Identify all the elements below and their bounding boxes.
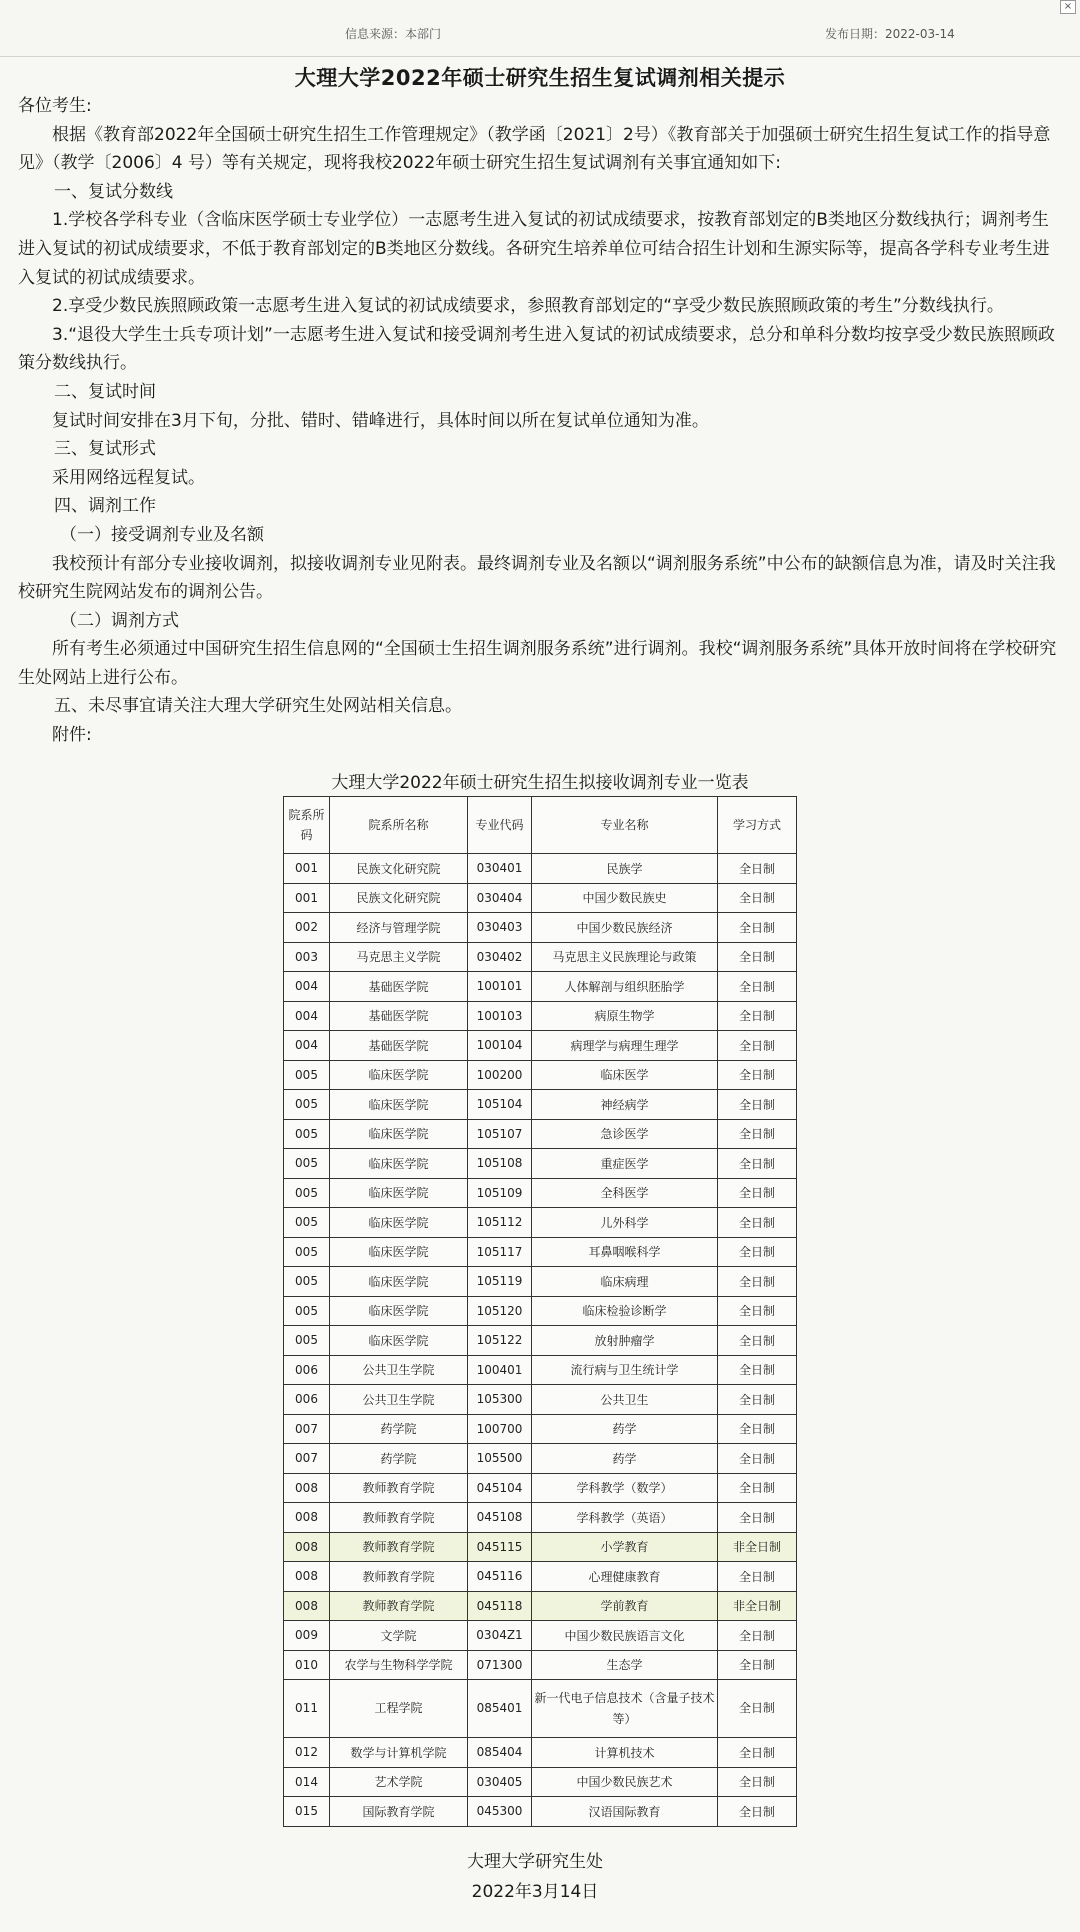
study-mode: 全日制 <box>718 972 797 1002</box>
dept-name: 临床医学院 <box>330 1237 468 1267</box>
table-row <box>284 1149 797 1179</box>
major-name: 全科医学 <box>532 1178 718 1208</box>
major-code: 071300 <box>468 1650 532 1680</box>
study-mode: 全日制 <box>718 1562 797 1592</box>
dept-name: 基础医学院 <box>330 972 468 1002</box>
major-code: 085401 <box>468 1680 532 1738</box>
dept-code: 007 <box>284 1444 330 1474</box>
major-name: 急诊医学 <box>532 1119 718 1149</box>
table-row <box>284 1119 797 1149</box>
paragraph: 1.学校各学科专业（含临床医学硕士专业学位）一志愿考生进入复试的初试成绩要求，按教育部划定的B类地区分数线执行；调剂考生进入复试的初试成绩要求，不低于教育部划定的B类地区分数线。各研究生培养单位可结合招生计划和生源实际等，提高各学科专业考生进入复试的初试成绩要求。 <box>18 210 1050 288</box>
major-name: 人体解剖与组织胚胎学 <box>532 972 718 1002</box>
major-code: 100103 <box>468 1001 532 1031</box>
major-name: 中国少数民族史 <box>532 883 718 913</box>
table-row <box>284 1296 797 1326</box>
study-mode: 全日制 <box>718 1444 797 1474</box>
dept-name: 教师教育学院 <box>330 1532 468 1562</box>
major-name: 药学 <box>532 1414 718 1444</box>
dept-code: 010 <box>284 1650 330 1680</box>
subsection-heading: （二）调剂方式 <box>60 610 179 631</box>
info-bar <box>0 0 1080 57</box>
paragraph: 采用网络远程复试。 <box>52 467 205 488</box>
dept-name: 公共卫生学院 <box>330 1385 468 1415</box>
salutation: 各位考生: <box>18 96 92 116</box>
table-row <box>284 1767 797 1797</box>
table-row <box>284 1414 797 1444</box>
major-name: 临床病理 <box>532 1267 718 1297</box>
major-name: 计算机技术 <box>532 1738 718 1768</box>
table-row <box>284 1267 797 1297</box>
major-code: 105112 <box>468 1208 532 1238</box>
major-name: 病理学与病理生理学 <box>532 1031 718 1061</box>
dept-code: 005 <box>284 1296 330 1326</box>
majors-table <box>283 796 797 1827</box>
major-name: 中国少数民族语言文化 <box>532 1621 718 1651</box>
attachment-label: 附件: <box>52 725 92 746</box>
major-name: 小学教育 <box>532 1532 718 1562</box>
study-mode: 全日制 <box>718 1797 797 1827</box>
study-mode: 全日制 <box>718 1414 797 1444</box>
major-code: 045116 <box>468 1562 532 1592</box>
dept-code: 001 <box>284 883 330 913</box>
section-heading: 三、复试形式 <box>54 439 156 460</box>
dept-name: 教师教育学院 <box>330 1473 468 1503</box>
major-name: 临床检验诊断学 <box>532 1296 718 1326</box>
table-row <box>284 1237 797 1267</box>
dept-code: 008 <box>284 1562 330 1592</box>
major-name: 汉语国际教育 <box>532 1797 718 1827</box>
study-mode: 全日制 <box>718 1503 797 1533</box>
table-row <box>284 1178 797 1208</box>
major-code: 030405 <box>468 1767 532 1797</box>
dept-code: 006 <box>284 1355 330 1385</box>
dept-name: 民族文化研究院 <box>330 883 468 913</box>
dept-code: 003 <box>284 942 330 972</box>
table-row <box>284 1797 797 1827</box>
major-code: 105500 <box>468 1444 532 1474</box>
col-header-major-name: 专业名称 <box>532 797 718 854</box>
study-mode: 全日制 <box>718 1355 797 1385</box>
dept-name: 药学院 <box>330 1444 468 1474</box>
study-mode: 全日制 <box>718 1767 797 1797</box>
table-row <box>284 1090 797 1120</box>
major-code: 045115 <box>468 1532 532 1562</box>
major-name: 中国少数民族艺术 <box>532 1767 718 1797</box>
major-code: 045118 <box>468 1591 532 1621</box>
table-row <box>284 1208 797 1238</box>
study-mode: 全日制 <box>718 1001 797 1031</box>
major-code: 105109 <box>468 1178 532 1208</box>
study-mode: 全日制 <box>718 1237 797 1267</box>
dept-name: 临床医学院 <box>330 1267 468 1297</box>
dept-name: 工程学院 <box>330 1680 468 1738</box>
major-code: 100104 <box>468 1031 532 1061</box>
study-mode: 全日制 <box>718 854 797 884</box>
major-name: 中国少数民族经济 <box>532 913 718 943</box>
subsection-heading: （一）接受调剂专业及名额 <box>60 524 264 545</box>
section-heading: 四、调剂工作 <box>54 496 156 517</box>
study-mode: 全日制 <box>718 1267 797 1297</box>
major-name: 重症医学 <box>532 1149 718 1179</box>
table-row <box>284 942 797 972</box>
dept-name: 艺术学院 <box>330 1767 468 1797</box>
table-row <box>284 972 797 1002</box>
table-row <box>284 1503 797 1533</box>
dept-code: 012 <box>284 1738 330 1768</box>
study-mode: 全日制 <box>718 1680 797 1738</box>
dept-name: 经济与管理学院 <box>330 913 468 943</box>
table-row <box>284 1650 797 1680</box>
table-row <box>284 1385 797 1415</box>
dept-code: 002 <box>284 913 330 943</box>
table-row <box>284 1444 797 1474</box>
study-mode: 全日制 <box>718 1149 797 1179</box>
major-code: 030401 <box>468 854 532 884</box>
major-code: 030404 <box>468 883 532 913</box>
dept-code: 008 <box>284 1473 330 1503</box>
dept-code: 008 <box>284 1591 330 1621</box>
table-title: 大理大学2022年硕士研究生招生拟接收调剂专业一览表 <box>331 773 749 793</box>
paragraph: 复试时间安排在3月下旬，分批、错时、错峰进行，具体时间以所在复试单位通知为准。 <box>52 410 709 431</box>
major-name: 学科教学（英语） <box>532 1503 718 1533</box>
major-name: 药学 <box>532 1444 718 1474</box>
dept-code: 009 <box>284 1621 330 1651</box>
intro-paragraph: 根据《教育部2022年全国硕士研究生招生工作管理规定》（教学函〔2021〕2号）《教育部关于加强硕士研究生招生复试工作的指导意见》（教学〔2006〕4 号）等有关规定，现将我校2022年硕士研究生招生复试调剂有关事宜通知如下: <box>18 124 1051 174</box>
major-code: 105300 <box>468 1385 532 1415</box>
paragraph: 2.享受少数民族照顾政策一志愿考生进入复试的初试成绩要求，参照教育部划定的“享受少数民族照顾政策的考生”分数线执行。 <box>52 296 1004 317</box>
dept-code: 015 <box>284 1797 330 1827</box>
dept-code: 006 <box>284 1385 330 1415</box>
study-mode: 全日制 <box>718 1090 797 1120</box>
table-row <box>284 1621 797 1651</box>
info-source: 信息来源：本部门 <box>345 27 442 41</box>
dept-code: 004 <box>284 1031 330 1061</box>
major-code: 0304Z1 <box>468 1621 532 1651</box>
dept-code: 008 <box>284 1532 330 1562</box>
dept-name: 公共卫生学院 <box>330 1355 468 1385</box>
major-code: 045104 <box>468 1473 532 1503</box>
dept-code: 008 <box>284 1503 330 1533</box>
dept-name: 教师教育学院 <box>330 1562 468 1592</box>
dept-name: 临床医学院 <box>330 1119 468 1149</box>
dept-code: 005 <box>284 1267 330 1297</box>
signature-date: 2022年3月14日 <box>471 1882 599 1902</box>
table-row <box>284 1031 797 1061</box>
col-header-study-mode: 学习方式 <box>718 797 797 854</box>
col-header-dept-code: 院系所码 <box>284 797 330 854</box>
major-name: 放射肿瘤学 <box>532 1326 718 1356</box>
table-row <box>284 1562 797 1592</box>
study-mode: 全日制 <box>718 1738 797 1768</box>
dept-name: 基础医学院 <box>330 1001 468 1031</box>
study-mode: 全日制 <box>718 1119 797 1149</box>
dept-code: 004 <box>284 972 330 1002</box>
major-code: 100200 <box>468 1060 532 1090</box>
paragraph: 我校预计有部分专业接收调剂，拟接收调剂专业见附表。最终调剂专业及名额以“调剂服务系统”中公布的缺额信息为准，请及时关注我校研究生院网站发布的调剂公告。 <box>18 553 1056 603</box>
dept-code: 001 <box>284 854 330 884</box>
study-mode: 非全日制 <box>718 1591 797 1621</box>
signature-org: 大理大学研究生处 <box>467 1852 603 1872</box>
dept-name: 教师教育学院 <box>330 1591 468 1621</box>
major-name: 马克思主义民族理论与政策 <box>532 942 718 972</box>
dept-name: 数学与计算机学院 <box>330 1738 468 1768</box>
table-row <box>284 1473 797 1503</box>
section-heading: 一、复试分数线 <box>54 181 173 202</box>
study-mode: 全日制 <box>718 1178 797 1208</box>
study-mode: 全日制 <box>718 1650 797 1680</box>
dept-name: 临床医学院 <box>330 1296 468 1326</box>
major-code: 105122 <box>468 1326 532 1356</box>
dept-name: 临床医学院 <box>330 1090 468 1120</box>
study-mode: 全日制 <box>718 1031 797 1061</box>
table-row <box>284 1591 797 1621</box>
study-mode: 全日制 <box>718 1385 797 1415</box>
dept-code: 005 <box>284 1090 330 1120</box>
major-name: 新一代电子信息技术（含量子技术等） <box>532 1680 718 1738</box>
table-row <box>284 1060 797 1090</box>
dept-name: 临床医学院 <box>330 1208 468 1238</box>
dept-code: 005 <box>284 1237 330 1267</box>
major-name: 心理健康教育 <box>532 1562 718 1592</box>
table-row <box>284 1738 797 1768</box>
major-name: 学前教育 <box>532 1591 718 1621</box>
dept-code: 007 <box>284 1414 330 1444</box>
major-code: 045108 <box>468 1503 532 1533</box>
dept-name: 民族文化研究院 <box>330 854 468 884</box>
dept-code: 005 <box>284 1119 330 1149</box>
dept-name: 教师教育学院 <box>330 1503 468 1533</box>
table-row <box>284 1532 797 1562</box>
major-code: 045300 <box>468 1797 532 1827</box>
major-code: 105108 <box>468 1149 532 1179</box>
col-header-major-code: 专业代码 <box>468 797 532 854</box>
major-code: 105119 <box>468 1267 532 1297</box>
section-heading: 二、复试时间 <box>54 381 156 402</box>
study-mode: 全日制 <box>718 1208 797 1238</box>
dept-code: 014 <box>284 1767 330 1797</box>
table-row <box>284 913 797 943</box>
study-mode: 全日制 <box>718 1060 797 1090</box>
dept-code: 005 <box>284 1060 330 1090</box>
major-code: 100101 <box>468 972 532 1002</box>
table-row <box>284 1355 797 1385</box>
dept-code: 011 <box>284 1680 330 1738</box>
table-row <box>284 854 797 884</box>
col-header-dept-name: 院系所名称 <box>330 797 468 854</box>
major-code: 105120 <box>468 1296 532 1326</box>
major-name: 病原生物学 <box>532 1001 718 1031</box>
publish-date: 发布日期：2022-03-14 <box>825 27 955 41</box>
major-name: 民族学 <box>532 854 718 884</box>
table-row <box>284 1001 797 1031</box>
major-name: 神经病学 <box>532 1090 718 1120</box>
major-name: 临床医学 <box>532 1060 718 1090</box>
dept-name: 临床医学院 <box>330 1326 468 1356</box>
study-mode: 全日制 <box>718 1621 797 1651</box>
page-title: 大理大学2022年硕士研究生招生复试调剂相关提示 <box>294 66 786 90</box>
dept-name: 基础医学院 <box>330 1031 468 1061</box>
dept-name: 文学院 <box>330 1621 468 1651</box>
dept-code: 005 <box>284 1178 330 1208</box>
dept-name: 临床医学院 <box>330 1149 468 1179</box>
major-code: 105107 <box>468 1119 532 1149</box>
major-name: 生态学 <box>532 1650 718 1680</box>
dept-code: 005 <box>284 1326 330 1356</box>
major-code: 105104 <box>468 1090 532 1120</box>
dept-name: 国际教育学院 <box>330 1797 468 1827</box>
study-mode: 全日制 <box>718 883 797 913</box>
major-code: 030403 <box>468 913 532 943</box>
study-mode: 全日制 <box>718 942 797 972</box>
dept-code: 005 <box>284 1149 330 1179</box>
major-name: 学科教学（数学） <box>532 1473 718 1503</box>
major-name: 耳鼻咽喉科学 <box>532 1237 718 1267</box>
paragraph: 3.“退役大学生士兵专项计划”一志愿考生进入复试和接受调剂考生进入复试的初试成绩要求，总分和单科分数均按享受少数民族照顾政策分数线执行。 <box>18 324 1055 374</box>
dept-name: 临床医学院 <box>330 1060 468 1090</box>
study-mode: 全日制 <box>718 1473 797 1503</box>
major-code: 085404 <box>468 1738 532 1768</box>
major-name: 儿外科学 <box>532 1208 718 1238</box>
major-code: 105117 <box>468 1237 532 1267</box>
study-mode: 非全日制 <box>718 1532 797 1562</box>
dept-name: 农学与生物科学学院 <box>330 1650 468 1680</box>
major-code: 030402 <box>468 942 532 972</box>
paragraph: 所有考生必须通过中国研究生招生信息网的“全国硕士生招生调剂服务系统”进行调剂。我校“调剂服务系统”具体开放时间将在学校研究生处网站上进行公布。 <box>18 639 1057 688</box>
dept-name: 药学院 <box>330 1414 468 1444</box>
study-mode: 全日制 <box>718 1326 797 1356</box>
study-mode: 全日制 <box>718 1296 797 1326</box>
major-code: 100700 <box>468 1414 532 1444</box>
major-name: 流行病与卫生统计学 <box>532 1355 718 1385</box>
study-mode: 全日制 <box>718 913 797 943</box>
dept-code: 004 <box>284 1001 330 1031</box>
table-header-row <box>284 797 797 854</box>
table-row <box>284 1680 797 1738</box>
notice-body <box>18 92 1063 750</box>
dept-name: 临床医学院 <box>330 1178 468 1208</box>
dept-code: 005 <box>284 1208 330 1238</box>
major-code: 100401 <box>468 1355 532 1385</box>
close-icon[interactable]: × <box>1060 0 1076 14</box>
dept-name: 马克思主义学院 <box>330 942 468 972</box>
table-row <box>284 883 797 913</box>
section-heading: 五、未尽事宜请关注大理大学研究生处网站相关信息。 <box>54 696 462 717</box>
major-name: 公共卫生 <box>532 1385 718 1415</box>
table-row <box>284 1326 797 1356</box>
